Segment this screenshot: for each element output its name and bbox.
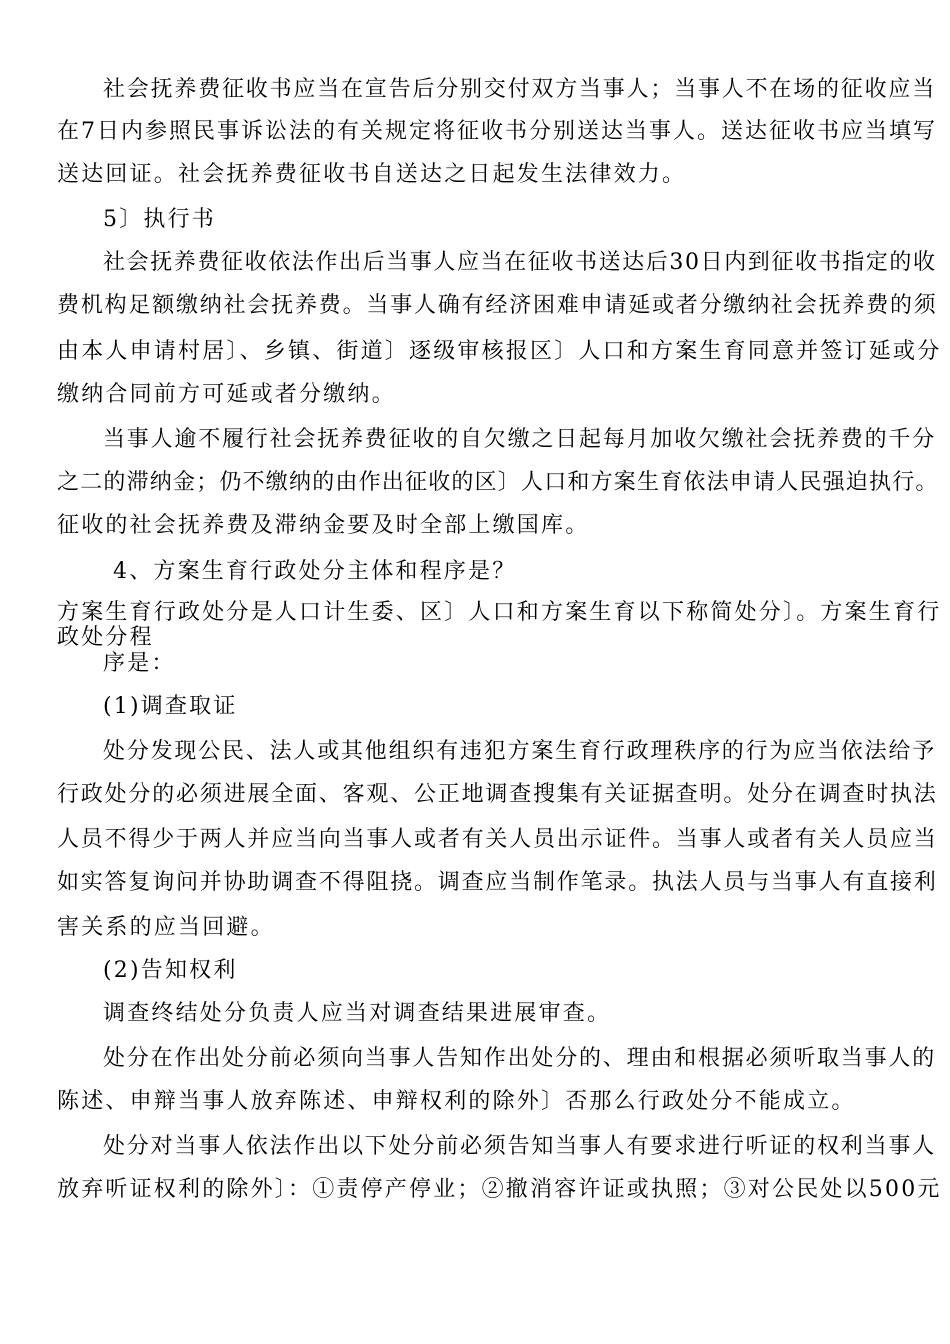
text-line: 人员不得少于两人并应当向当事人或者有关人员出示证件。当事人或者有关人员应当 xyxy=(57,827,938,852)
text-line: 由本人申请村居〕、乡镇、街道〕逐级审核报区〕人口和方案生育同意并签订延或分 xyxy=(57,339,942,364)
text-line: 序是： xyxy=(103,651,176,676)
text-line: 社会抚养费征收书应当在宣告后分别交付双方当事人；当事人不在场的征收应当 xyxy=(103,77,937,102)
text-line: 如实答复询问并协助调查不得阻挠。调查应当制作笔录。执法人员与当事人有直接利 xyxy=(57,870,938,895)
text-line: 处分对当事人依法作出以下处分前必须告知当事人有要求进行听证的权利当事人 xyxy=(103,1134,937,1159)
section-heading: 4、方案生育行政处分主体和程序是？ xyxy=(113,559,517,584)
text-line: 害关系的应当回避。 xyxy=(57,915,275,940)
text-line: 处分在作出处分前必须向当事人告知作出处分的、理由和根据必须听取当事人的 xyxy=(103,1046,937,1071)
section-heading: (1)调查取证 xyxy=(103,694,238,719)
section-heading: (2)告知权利 xyxy=(103,958,238,983)
text-line: 行政处分的必须进展全面、客观、公正地调查搜集有关证据查明。处分在调查时执法 xyxy=(57,782,938,807)
text-line: 社会抚养费征收依法作出后当事人应当在征收书送达后30日内到征收书指定的收 xyxy=(103,250,937,275)
text-line: 在7日内参照民事诉讼法的有关规定将征收书分别送达当事人。送达征收书应当填写 xyxy=(57,119,937,144)
text-line: 当事人逾不履行社会抚养费征收的自欠缴之日起每月加收欠缴社会抚养费的千分 xyxy=(103,427,937,452)
text-line: 费机构足额缴纳社会抚养费。当事人确有经济困难申请延或者分缴纳社会抚养费的须 xyxy=(57,293,938,318)
section-heading: 5〕执行书 xyxy=(103,207,216,232)
text-line: 调查终结处分负责人应当对调查结果进展审查。 xyxy=(103,1001,612,1026)
text-line: 方案生育行政处分是人口计生委、区〕人口和方案生育以下称简处分〕。方案生育行 xyxy=(57,600,942,625)
text-line: 政处分程 xyxy=(57,625,154,650)
text-line: 送达回证。社会抚养费征收书自送达之日起发生法律效力。 xyxy=(57,162,687,187)
text-line: 处分发现公民、法人或其他组织有违犯方案生育行政理秩序的行为应当依法给予 xyxy=(103,739,937,764)
text-line: 之二的滞纳金；仍不缴纳的由作出征收的区〕人口和方案生育依法申请人民强迫执行。 xyxy=(57,470,939,495)
text-line: 陈述、申辩当事人放弃陈述、申辩权利的除外〕否那么行政处分不能成立。 xyxy=(57,1089,856,1114)
text-line: 放弃听证权利的除外〕：①责停产停业；②撤消容许证或执照；③对公民处以500元 xyxy=(57,1177,942,1202)
text-line: 征收的社会抚养费及滞纳金要及时全部上缴国库。 xyxy=(57,513,590,538)
text-line: 缴纳合同前方可延或者分缴纳。 xyxy=(57,382,396,407)
